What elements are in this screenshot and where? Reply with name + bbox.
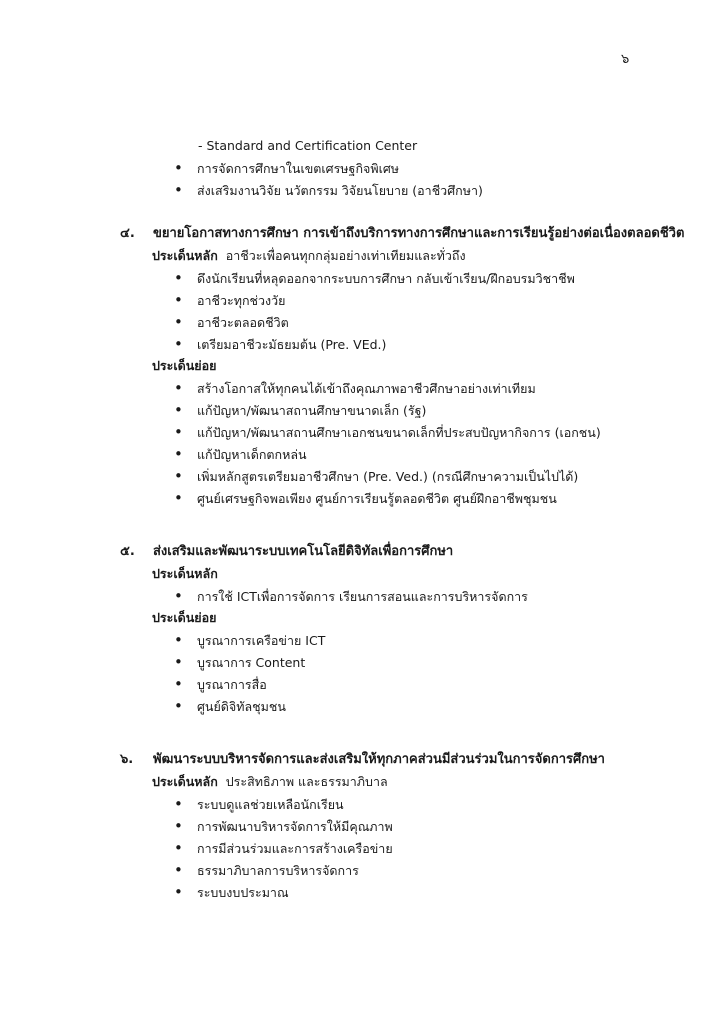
section-heading: ๔. ขยายโอกาสทางการศึกษา การเข้าถึงบริการทางการศึกษาและการเรียนรู้อย่างต่อเนื่องตลอดชีวิต <box>120 226 685 241</box>
list-item: • แก้ปัญหาเด็กตกหล่น <box>174 445 307 463</box>
list-item: • แก้ปัญหา/พัฒนาสถานศึกษาเอกชนขนาดเล็กที่ประสบปัญหากิจการ (เอกชน) <box>174 423 601 441</box>
main-issue-label: ประเด็นหลัก ประสิทธิภาพ และธรรมาภิบาล <box>152 774 388 789</box>
bullet-icon: • <box>174 587 183 605</box>
bullet-icon: • <box>174 379 183 397</box>
bullet-icon: • <box>174 795 183 813</box>
bullet-icon: • <box>174 269 183 287</box>
list-item: • บูรณาการเครือข่าย ICT <box>174 631 326 649</box>
list-item: • ธรรมาภิบาลการบริหารจัดการ <box>174 861 359 879</box>
bullet-icon: • <box>174 489 183 507</box>
list-item: • เตรียมอาชีวะมัธยมต้น (Pre. VEd.) <box>174 335 387 353</box>
bullet-icon: • <box>174 423 183 441</box>
list-item: • การมีส่วนร่วมและการสร้างเครือข่าย <box>174 839 393 857</box>
bullet-icon: • <box>174 445 183 463</box>
section-heading: ๖. พัฒนาระบบบริหารจัดการและส่งเสริมให้ทุกภาคส่วนมีส่วนร่วมในการจัดการศึกษา <box>120 752 605 767</box>
list-item: • ระบบดูแลช่วยเหลือนักเรียน <box>174 795 344 813</box>
list-item: • ระบบงบประมาณ <box>174 883 289 901</box>
bullet-icon: • <box>174 467 183 485</box>
bullet-icon: • <box>174 817 183 835</box>
sub-item: - Standard and Certification Center <box>198 138 418 153</box>
sub-issue-label: ประเด็นย่อย <box>152 358 217 373</box>
main-issue-label: ประเด็นหลัก <box>152 566 218 581</box>
bullet-icon: • <box>174 861 183 879</box>
bullet-icon: • <box>174 883 183 901</box>
list-item: • ส่งเสริมงานวิจัย นวัตกรรม วิจัยนโยบาย (อาชีวศึกษา) <box>174 181 483 199</box>
bullet-icon: • <box>174 697 183 715</box>
bullet-icon: • <box>174 335 183 353</box>
main-issue-label: ประเด็นหลัก อาชีวะเพื่อคนทุกกลุ่มอย่างเท่าเทียมและทั่วถึง <box>152 248 466 263</box>
list-item: • เพิ่มหลักสูตรเตรียมอาชีวศึกษา (Pre. Ved.) (กรณีศึกษาความเป็นไปได้) <box>174 467 579 485</box>
bullet-icon: • <box>174 159 183 177</box>
list-item: • อาชีวะตลอดชีวิต <box>174 313 289 331</box>
list-item: • การจัดการศึกษาในเขตเศรษฐกิจพิเศษ <box>174 159 400 177</box>
bullet-icon: • <box>174 313 183 331</box>
list-item: • บูรณาการ Content <box>174 653 306 671</box>
bullet-icon: • <box>174 631 183 649</box>
list-item: • การใช้ ICTเพื่อการจัดการ เรียนการสอนและการบริหารจัดการ <box>174 587 528 605</box>
bullet-icon: • <box>174 181 183 199</box>
bullet-icon: • <box>174 675 183 693</box>
list-item: • อาชีวะทุกช่วงวัย <box>174 291 286 309</box>
bullet-icon: • <box>174 839 183 857</box>
bullet-icon: • <box>174 291 183 309</box>
sub-issue-label: ประเด็นย่อย <box>152 610 217 625</box>
list-item: • แก้ปัญหา/พัฒนาสถานศึกษาขนาดเล็ก (รัฐ) <box>174 401 427 419</box>
bullet-icon: • <box>174 653 183 671</box>
list-item: • สร้างโอกาสให้ทุกคนได้เข้าถึงคุณภาพอาชีวศึกษาอย่างเท่าเทียม <box>174 379 536 397</box>
list-item: • ศูนย์เศรษฐกิจพอเพียง ศูนย์การเรียนรู้ตลอดชีวิต ศูนย์ฝึกอาชีพชุมชน <box>174 489 557 507</box>
section-heading: ๕. ส่งเสริมและพัฒนาระบบเทคโนโลยีดิจิทัลเพื่อการศึกษา <box>120 544 454 559</box>
list-item: • การพัฒนาบริหารจัดการให้มีคุณภาพ <box>174 817 393 835</box>
bullet-icon: • <box>174 401 183 419</box>
page-number: ๖ <box>621 52 630 67</box>
list-item: • บูรณาการสื่อ <box>174 675 267 693</box>
list-item: • ศูนย์ดิจิทัลชุมชน <box>174 697 286 715</box>
list-item: • ดึงนักเรียนที่หลุดออกจากระบบการศึกษา กลับเข้าเรียน/ฝึกอบรมวิชาชีพ <box>174 269 575 287</box>
